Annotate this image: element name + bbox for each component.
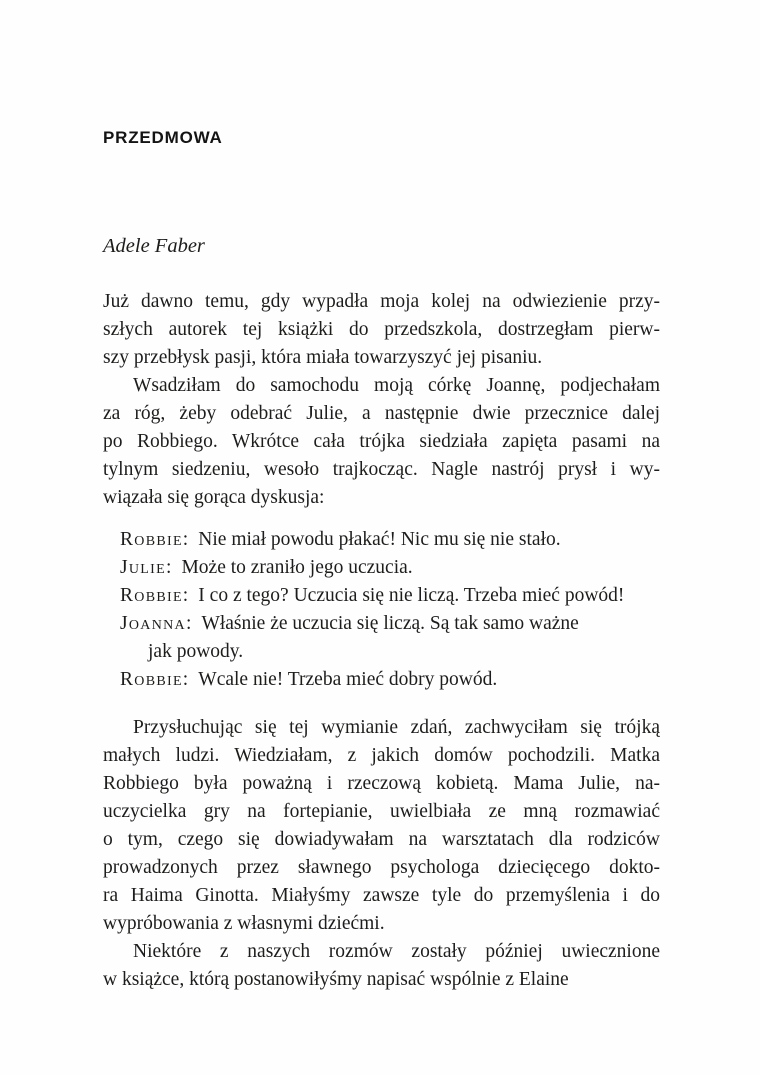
text-line: w książce, którą postanowiłyśmy napisać wspólnie z Elaine bbox=[103, 969, 569, 990]
text-line: o tym, czego się dowiadywałam na warsztatach dla rodziców bbox=[103, 829, 660, 850]
speaker-label: Joanna: bbox=[120, 613, 193, 634]
dialogue-line: Joanna: Właśnie że uczucia się liczą. Są tak samo ważne bbox=[120, 613, 579, 634]
text-line: prowadzonych przez sławnego psychologa dziecięcego dokto- bbox=[103, 857, 660, 878]
text-line: wiązała się gorąca dyskusja: bbox=[103, 487, 325, 508]
text-line: Już dawno temu, gdy wypadła moja kolej na odwiezienie przy- bbox=[103, 291, 660, 312]
chapter-heading: PRZEDMOWA bbox=[103, 128, 223, 147]
text-block bbox=[103, 288, 660, 994]
text-line: tylnym siedzeniu, wesoło trajkocząc. Nagle nastrój prysł i wy- bbox=[103, 459, 660, 480]
paragraph bbox=[103, 714, 660, 938]
text-line: wypróbowania z własnymi dziećmi. bbox=[103, 913, 385, 934]
speaker-label: Robbie: bbox=[120, 529, 190, 550]
paragraph bbox=[103, 938, 660, 994]
text-line: Niektóre z naszych rozmów zostały później uwiecznione bbox=[133, 941, 660, 962]
paragraph bbox=[103, 372, 660, 512]
text-line: Wsadziłam do samochodu moją córkę Joannę, podjechałam bbox=[133, 375, 660, 396]
text-line: małych ludzi. Wiedziałam, z jakich domów pochodzili. Matka bbox=[103, 745, 660, 766]
paragraph bbox=[103, 288, 660, 372]
text-line: Robbiego była poważną i rzeczową kobietą. Mama Julie, na- bbox=[103, 773, 660, 794]
speaker-label: Robbie: bbox=[120, 669, 190, 690]
dialogue-line: Robbie: Wcale nie! Trzeba mieć dobry powód. bbox=[120, 669, 498, 690]
dialogue-line: Julie: Może to zraniło jego uczucia. bbox=[120, 557, 413, 578]
text-line: Przysłuchując się tej wymianie zdań, zachwyciłam się trójką bbox=[133, 717, 660, 738]
speaker-label: Julie: bbox=[120, 557, 173, 578]
page-content bbox=[103, 0, 660, 994]
dialogue-line-continuation: jak powody. bbox=[148, 641, 244, 662]
text-line: po Robbiego. Wkrótce cała trójka siedziała zapięta pasami na bbox=[103, 431, 660, 452]
author-name: Adele Faber bbox=[103, 235, 205, 257]
text-line: szy przebłysk pasji, która miała towarzyszyć jej pisaniu. bbox=[103, 347, 543, 368]
text-line: ra Haima Ginotta. Miałyśmy zawsze tyle do przemyślenia i do bbox=[103, 885, 660, 906]
dialogue-block bbox=[120, 526, 660, 694]
speaker-label: Robbie: bbox=[120, 585, 190, 606]
text-line: szłych autorek tej książki do przedszkola, dostrzegłam pierw- bbox=[103, 319, 660, 340]
dialogue-line: Robbie: Nie miał powodu płakać! Nic mu się nie stało. bbox=[120, 529, 561, 550]
text-line: uczycielka gry na fortepianie, uwielbiała ze mną rozmawiać bbox=[103, 801, 660, 822]
dialogue-line: Robbie: I co z tego? Uczucia się nie liczą. Trzeba mieć powód! bbox=[120, 585, 625, 606]
text-line: za róg, żeby odebrać Julie, a następnie dwie przecznice dalej bbox=[103, 403, 660, 424]
